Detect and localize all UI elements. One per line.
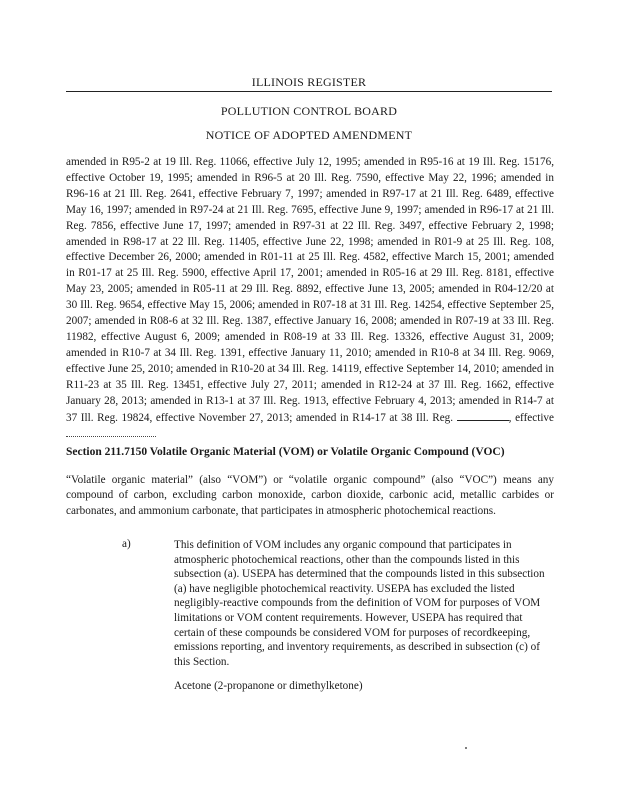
board-title: POLLUTION CONTROL BOARD [220, 104, 398, 118]
header-rule [66, 91, 552, 92]
subsection-a-label: a) [122, 538, 131, 550]
amendment-history-text: amended in R95-2 at 19 Ill. Reg. 11066, effective July 12, 1995; amended in R95-16 at 19 Ill. Reg. 15176, effective October 19, 1995; amended in R96-5 at 20 Ill. Reg. 7590, effective May 22, 1996; amended in R96-16 at 21 Ill. Reg. 2641, effective February 7, 1997; amended in R97-17 at 21 Ill. Reg. 6489, effective May 16, 1997; amended in R97-24 at 21 Ill. Reg. 7695, effective June 9, 1997; amended in R96-17 at 21 Ill. Reg. 7856, effective June 17, 1997; amended in R97-31 at 22 Ill. Reg. 3497, effective February 2, 1998; amended in R98-17 at 22 Ill. Reg. 11405, effective June 22, 1998; amended in R01-9 at 25 Ill. Reg. 108, effective December 26, 2000; amended in R01-11 at 25 Ill. Reg. 4582, effective March 15, 2001; amended in R01-17 at 25 Ill. Reg. 5900, effective April 17, 2001; amended in R05-16 at 29 Ill. Reg. 8181, effective May 23, 2005; amended in R05-11 at 29 Ill. Reg. 8892, effective June 13, 2005; amended in R04-12/20 at 30 Ill. Reg. 9654, effective May 15, 2006; amended in R07-18 at 31 Ill. Reg. 14254, effective September 25, 2007; amended in R08-6 at 32 Ill. Reg. 1387, effective January 16, 2008; amended in R07-19 at 33 Ill. Reg. 11982, effective August 6, 2009; amended in R08-19 at 33 Ill. Reg. 13326, effective August 31, 2009; amended in R10-7 at 34 Ill. Reg. 1391, effective January 11, 2010; amended in R10-8 at 34 Ill. Reg. 9069, effective June 25, 2010; amended in R10-20 at 34 Ill. Reg. 14119, effective September 14, 2010; amended in R11-23 at 35 Ill. Reg. 13451, effective July 27, 2011; amended in R12-24 at 37 Ill. Reg. 1662, effective January 28, 2013; amended in R13-1 at 37 Ill. Reg. 1913, effective February 4, 2013; amended in R14-7 at 37 Ill. Reg. 19824, effective November 27, 2013; amended in R14-17 at 38 Ill. Reg. [66, 156, 554, 424]
notice-title: NOTICE OF ADOPTED AMENDMENT [205, 128, 413, 142]
scan-speck [465, 747, 467, 749]
register-title: ILLINOIS REGISTER [251, 75, 367, 89]
effective-label: , effective [508, 411, 554, 424]
subsection-a-text: This definition of VOM includes any organic compound that participates in atmospheric photochemical reactions, other than the compounds listed in this subsection (a). USEPA has determined that the compounds listed in this subsection (a) have negligible photochemical reactivity. USEPA has excluded the listed negligibly-reactive compounds from the definition of VOM for purposes of VOM limitations or VOM content requirements. However, USEPA has required that certain of these compounds be considered VOM for purposes of recordkeeping, emissions reporting, and inventory requirements, as described in subsection (c) of this Section. [174, 539, 545, 668]
vom-definition: “Volatile organic material” (also “VOM”) or “volatile organic compound” (also “VOC”) means any compound of carbon, excluding carbon monoxide, carbon dioxide, carbonic acid, metallic carbides or carbonates, and ammonium carbonate, that participates in atmospheric photochemical reactions. [66, 474, 554, 517]
blank-line [457, 410, 509, 421]
section-heading: Section 211.7150 Volatile Organic Material (VOM) or Volatile Organic Compound (VOC) [66, 446, 505, 458]
compound-list-item: Acetone (2-propanone or dimethylketone) [174, 680, 363, 692]
amendment-history [66, 155, 554, 443]
dotted-line [66, 426, 156, 437]
